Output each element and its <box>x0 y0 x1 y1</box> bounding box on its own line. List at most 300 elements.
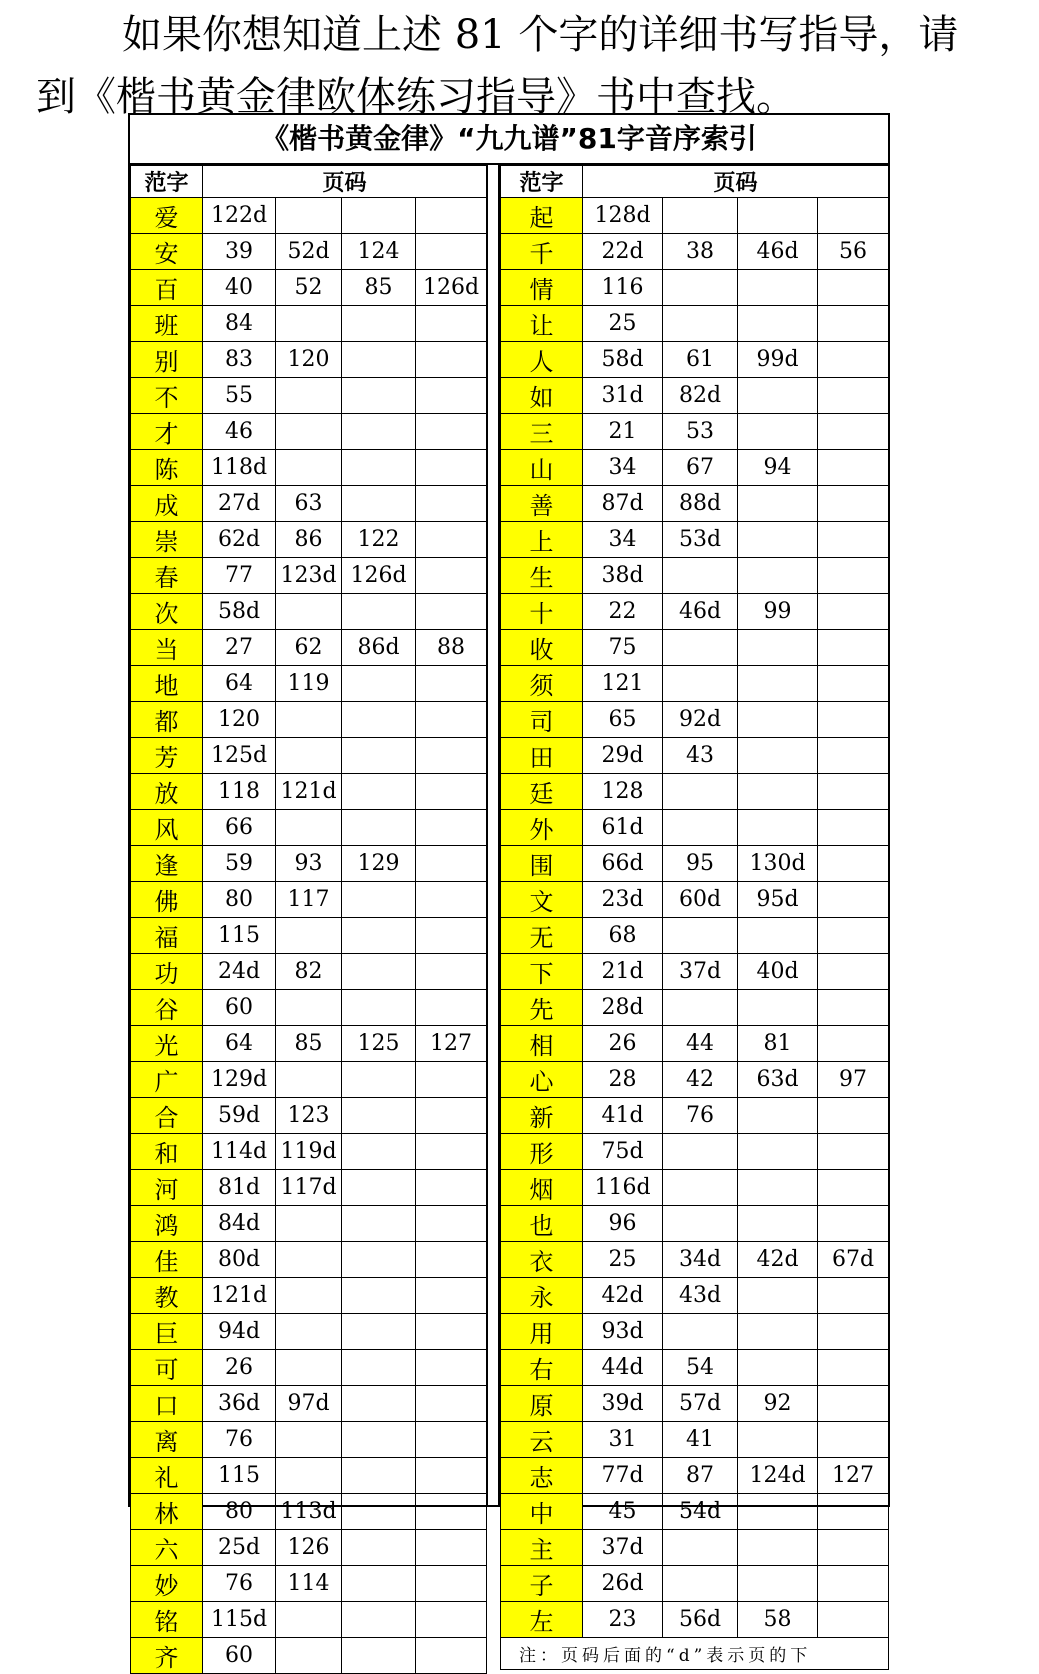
page-cell: 66 <box>203 810 276 846</box>
page-cell <box>416 594 487 630</box>
char-cell: 广 <box>131 1062 203 1098</box>
page-cell <box>738 1098 818 1134</box>
page-cell <box>738 630 818 666</box>
char-cell: 无 <box>501 918 583 954</box>
page-cell <box>818 450 889 486</box>
page-cell: 63d <box>738 1062 818 1098</box>
page-cell <box>416 306 487 342</box>
page-cell <box>663 1206 738 1242</box>
page-cell <box>416 810 487 846</box>
table-row <box>131 1602 487 1638</box>
page-cell: 83 <box>203 342 276 378</box>
char-cell: 不 <box>131 378 203 414</box>
page-cell: 46d <box>738 234 818 270</box>
page-cell: 61 <box>663 342 738 378</box>
page-cell <box>663 810 738 846</box>
page-cell <box>276 414 342 450</box>
table-row <box>131 558 487 594</box>
index-table-right <box>500 165 889 1670</box>
page-cell: 121 <box>583 666 663 702</box>
page-cell: 129 <box>342 846 416 882</box>
char-cell: 福 <box>131 918 203 954</box>
page-cell: 60 <box>203 1638 276 1674</box>
page-cell: 81d <box>203 1170 276 1206</box>
char-cell: 安 <box>131 234 203 270</box>
page-cell <box>416 378 487 414</box>
char-cell: 口 <box>131 1386 203 1422</box>
page-cell <box>738 1206 818 1242</box>
table-row <box>501 270 889 306</box>
page-cell: 27 <box>203 630 276 666</box>
page-cell: 67 <box>663 450 738 486</box>
page-cell: 29d <box>583 738 663 774</box>
page-cell <box>342 1458 416 1494</box>
page-cell <box>276 1242 342 1278</box>
page-cell: 75d <box>583 1134 663 1170</box>
char-cell: 千 <box>501 234 583 270</box>
char-cell: 外 <box>501 810 583 846</box>
char-cell: 让 <box>501 306 583 342</box>
page-cell <box>818 198 889 234</box>
page-cell <box>416 882 487 918</box>
table-row <box>501 414 889 450</box>
table-row <box>131 450 487 486</box>
char-cell: 放 <box>131 774 203 810</box>
char-cell: 鸿 <box>131 1206 203 1242</box>
char-cell: 合 <box>131 1098 203 1134</box>
page-cell: 37d <box>583 1530 663 1566</box>
page-cell: 82 <box>276 954 342 990</box>
table-row <box>501 666 889 702</box>
page-cell <box>738 270 818 306</box>
page-cell: 56d <box>663 1602 738 1638</box>
page-cell <box>818 270 889 306</box>
page-cell: 23 <box>583 1602 663 1638</box>
page-cell <box>818 666 889 702</box>
table-row <box>131 594 487 630</box>
page-cell <box>342 1530 416 1566</box>
page-cell: 87d <box>583 486 663 522</box>
table-row <box>131 738 487 774</box>
page-cell: 86d <box>342 630 416 666</box>
page-cell <box>818 558 889 594</box>
page-cell <box>738 738 818 774</box>
char-cell: 当 <box>131 630 203 666</box>
table-row <box>131 378 487 414</box>
table-row <box>131 810 487 846</box>
char-cell: 齐 <box>131 1638 203 1674</box>
page-cell: 124d <box>738 1458 818 1494</box>
page-cell: 39 <box>203 234 276 270</box>
page-cell: 21d <box>583 954 663 990</box>
page-cell <box>416 1422 487 1458</box>
page-cell: 31 <box>583 1422 663 1458</box>
page-cell: 26d <box>583 1566 663 1602</box>
page-cell: 128d <box>583 198 663 234</box>
table-row <box>501 306 889 342</box>
page-cell: 22d <box>583 234 663 270</box>
page-cell <box>342 414 416 450</box>
char-cell: 须 <box>501 666 583 702</box>
page-cell: 53d <box>663 522 738 558</box>
page-cell: 57d <box>663 1386 738 1422</box>
char-cell: 十 <box>501 594 583 630</box>
page-cell: 119d <box>276 1134 342 1170</box>
page-cell: 77d <box>583 1458 663 1494</box>
intro-line-1: 如果你想知道上述 81 个字的详细书写指导，请 <box>122 12 959 58</box>
char-cell: 林 <box>131 1494 203 1530</box>
page-cell <box>818 306 889 342</box>
page-cell <box>818 1134 889 1170</box>
char-cell: 百 <box>131 270 203 306</box>
page-cell <box>416 450 487 486</box>
char-cell: 人 <box>501 342 583 378</box>
page-cell <box>416 1602 487 1638</box>
page-cell: 130d <box>738 846 818 882</box>
page-cell <box>342 198 416 234</box>
char-cell: 用 <box>501 1314 583 1350</box>
page-cell <box>818 1386 889 1422</box>
char-cell: 中 <box>501 1494 583 1530</box>
page-cell: 42d <box>583 1278 663 1314</box>
page-cell <box>818 810 889 846</box>
page-cell <box>663 918 738 954</box>
page-cell <box>818 1350 889 1386</box>
page-cell <box>663 774 738 810</box>
page-cell <box>342 1422 416 1458</box>
page-cell: 93d <box>583 1314 663 1350</box>
page-cell <box>416 990 487 1026</box>
page-cell: 99d <box>738 342 818 378</box>
page-cell: 68 <box>583 918 663 954</box>
table-row <box>131 1062 487 1098</box>
index-table-frame <box>128 113 890 1672</box>
char-cell: 光 <box>131 1026 203 1062</box>
char-cell: 情 <box>501 270 583 306</box>
page-cell <box>818 1314 889 1350</box>
page-cell: 43d <box>663 1278 738 1314</box>
char-cell: 河 <box>131 1170 203 1206</box>
page-cell: 120 <box>276 342 342 378</box>
page-cell <box>276 810 342 846</box>
page-cell: 64 <box>203 666 276 702</box>
char-cell: 廷 <box>501 774 583 810</box>
table-row <box>131 666 487 702</box>
page-cell <box>818 1602 889 1638</box>
page-cell: 97d <box>276 1386 342 1422</box>
char-cell: 烟 <box>501 1170 583 1206</box>
table-row <box>501 882 889 918</box>
char-cell: 右 <box>501 1350 583 1386</box>
page-cell: 55 <box>203 378 276 414</box>
char-cell: 司 <box>501 702 583 738</box>
char-cell: 礼 <box>131 1458 203 1494</box>
page-cell <box>342 594 416 630</box>
page-cell <box>416 1566 487 1602</box>
char-cell: 谷 <box>131 990 203 1026</box>
page-cell <box>342 1278 416 1314</box>
table-row <box>501 846 889 882</box>
page-cell: 85 <box>342 270 416 306</box>
page-cell: 123 <box>276 1098 342 1134</box>
char-cell: 才 <box>131 414 203 450</box>
table-row <box>501 630 889 666</box>
page-cell: 22 <box>583 594 663 630</box>
page-cell: 121d <box>276 774 342 810</box>
page-cell: 52d <box>276 234 342 270</box>
table-row <box>131 630 487 666</box>
page-cell: 82d <box>663 378 738 414</box>
char-cell: 春 <box>131 558 203 594</box>
page-cell <box>276 1062 342 1098</box>
page-cell: 80d <box>203 1242 276 1278</box>
table-row <box>501 1098 889 1134</box>
page-cell <box>818 342 889 378</box>
table-row <box>501 234 889 270</box>
page-cell <box>276 702 342 738</box>
page-cell: 46 <box>203 414 276 450</box>
page-cell <box>818 1026 889 1062</box>
page-cell <box>342 882 416 918</box>
page-cell <box>663 558 738 594</box>
table-row <box>501 486 889 522</box>
page-cell: 84d <box>203 1206 276 1242</box>
page-cell <box>342 1242 416 1278</box>
page-cell: 25 <box>583 1242 663 1278</box>
page-cell <box>416 954 487 990</box>
page-cell <box>342 666 416 702</box>
page-cell: 28d <box>583 990 663 1026</box>
page-cell <box>738 558 818 594</box>
page-cell <box>416 1494 487 1530</box>
table-row <box>501 594 889 630</box>
page-cell: 41 <box>663 1422 738 1458</box>
page-cell: 92 <box>738 1386 818 1422</box>
page-cell <box>276 1422 342 1458</box>
char-cell: 左 <box>501 1602 583 1638</box>
page-cell <box>342 738 416 774</box>
page-cell <box>818 1566 889 1602</box>
page-cell: 121d <box>203 1278 276 1314</box>
page-cell <box>276 594 342 630</box>
page-cell: 58 <box>738 1602 818 1638</box>
table-row <box>501 1062 889 1098</box>
table-row <box>131 1422 487 1458</box>
page-cell <box>276 1278 342 1314</box>
page-cell: 42d <box>738 1242 818 1278</box>
page-cell <box>342 1350 416 1386</box>
page-cell: 80 <box>203 882 276 918</box>
page-cell: 76 <box>203 1422 276 1458</box>
char-cell: 心 <box>501 1062 583 1098</box>
page-cell: 59 <box>203 846 276 882</box>
char-cell: 志 <box>501 1458 583 1494</box>
page-cell <box>416 1458 487 1494</box>
table-row <box>131 522 487 558</box>
char-cell: 爱 <box>131 198 203 234</box>
table-row <box>501 1530 889 1566</box>
page-cell <box>416 1242 487 1278</box>
table-row <box>131 270 487 306</box>
page-cell <box>738 1494 818 1530</box>
page-cell: 62 <box>276 630 342 666</box>
table-row <box>501 1170 889 1206</box>
page-cell <box>416 918 487 954</box>
page-cell: 84 <box>203 306 276 342</box>
table-row <box>131 846 487 882</box>
table-row <box>131 1206 487 1242</box>
page-cell: 34 <box>583 450 663 486</box>
page-cell <box>663 990 738 1026</box>
char-cell: 文 <box>501 882 583 918</box>
table-row <box>131 198 487 234</box>
page-cell <box>738 414 818 450</box>
page-cell: 120 <box>203 702 276 738</box>
page-cell: 34d <box>663 1242 738 1278</box>
page-cell <box>738 1170 818 1206</box>
table-row <box>501 1242 889 1278</box>
page-cell: 25d <box>203 1530 276 1566</box>
page-cell: 92d <box>663 702 738 738</box>
page-cell <box>416 738 487 774</box>
page-cell: 126 <box>276 1530 342 1566</box>
page-cell: 64 <box>203 1026 276 1062</box>
page-cell <box>276 1314 342 1350</box>
table-row <box>501 450 889 486</box>
page-cell <box>663 1530 738 1566</box>
page-cell: 23d <box>583 882 663 918</box>
page-cell <box>342 990 416 1026</box>
page-cell: 94 <box>738 450 818 486</box>
page-cell: 119 <box>276 666 342 702</box>
page-cell <box>342 342 416 378</box>
page-cell: 75 <box>583 630 663 666</box>
page-cell: 94d <box>203 1314 276 1350</box>
table-row <box>501 1386 889 1422</box>
table-row <box>131 1350 487 1386</box>
page-cell <box>663 1134 738 1170</box>
page-cell <box>276 1638 342 1674</box>
page-cell <box>818 594 889 630</box>
header-row <box>501 166 889 198</box>
page-cell <box>416 846 487 882</box>
header-row <box>131 166 487 198</box>
char-cell: 相 <box>501 1026 583 1062</box>
table-row <box>131 234 487 270</box>
char-cell: 衣 <box>501 1242 583 1278</box>
page-cell: 128 <box>583 774 663 810</box>
page-cell: 46d <box>663 594 738 630</box>
table-row <box>131 1566 487 1602</box>
char-cell: 妙 <box>131 1566 203 1602</box>
page-cell: 67d <box>818 1242 889 1278</box>
page-cell: 115 <box>203 1458 276 1494</box>
table-row <box>131 1494 487 1530</box>
char-cell: 巨 <box>131 1314 203 1350</box>
page-cell <box>416 1278 487 1314</box>
note-row <box>501 1638 889 1670</box>
header-pages: 页码 <box>583 166 889 198</box>
table-row <box>131 1530 487 1566</box>
char-cell: 崇 <box>131 522 203 558</box>
table-row <box>131 1134 487 1170</box>
table-row <box>131 486 487 522</box>
page-cell <box>342 1062 416 1098</box>
table-row <box>131 774 487 810</box>
page-cell <box>738 306 818 342</box>
page-cell: 63 <box>276 486 342 522</box>
page-cell <box>663 270 738 306</box>
page-cell <box>416 234 487 270</box>
char-cell: 离 <box>131 1422 203 1458</box>
page-cell: 95d <box>738 882 818 918</box>
page-cell <box>818 1278 889 1314</box>
page-cell <box>818 1098 889 1134</box>
page-cell: 38 <box>663 234 738 270</box>
page-cell <box>416 342 487 378</box>
page-cell: 54d <box>663 1494 738 1530</box>
char-cell: 逢 <box>131 846 203 882</box>
table-row <box>501 1134 889 1170</box>
page-cell: 53 <box>663 414 738 450</box>
char-cell: 新 <box>501 1098 583 1134</box>
page-cell: 114 <box>276 1566 342 1602</box>
page-cell: 88d <box>663 486 738 522</box>
page-cell <box>738 1134 818 1170</box>
page-cell <box>818 918 889 954</box>
table-row <box>501 522 889 558</box>
page-cell <box>818 702 889 738</box>
page-cell <box>738 666 818 702</box>
page-cell: 62d <box>203 522 276 558</box>
page-cell: 41d <box>583 1098 663 1134</box>
page-cell <box>276 918 342 954</box>
page-cell: 26 <box>583 1026 663 1062</box>
page-cell <box>738 990 818 1026</box>
page-cell <box>738 1566 818 1602</box>
page-cell <box>818 1530 889 1566</box>
page-cell <box>738 522 818 558</box>
char-cell: 别 <box>131 342 203 378</box>
table-row <box>501 342 889 378</box>
char-cell: 生 <box>501 558 583 594</box>
page-cell: 96 <box>583 1206 663 1242</box>
char-cell: 六 <box>131 1530 203 1566</box>
intro-line-2: 到《楷书黄金律欧体练习指导》书中查找。 <box>36 74 796 120</box>
table-row <box>501 1278 889 1314</box>
page-cell: 125d <box>203 738 276 774</box>
page-cell: 77 <box>203 558 276 594</box>
char-cell: 地 <box>131 666 203 702</box>
char-cell: 田 <box>501 738 583 774</box>
page-cell: 114d <box>203 1134 276 1170</box>
page-cell: 36d <box>203 1386 276 1422</box>
page-cell: 37d <box>663 954 738 990</box>
page-cell <box>342 1170 416 1206</box>
page-cell <box>416 1206 487 1242</box>
page-cell <box>342 1386 416 1422</box>
page-cell <box>818 882 889 918</box>
page-cell <box>818 522 889 558</box>
page-cell <box>276 306 342 342</box>
page-cell <box>342 1098 416 1134</box>
char-cell: 先 <box>501 990 583 1026</box>
table-row <box>131 1098 487 1134</box>
table-row <box>131 1458 487 1494</box>
table-row <box>131 414 487 450</box>
page-cell <box>818 1494 889 1530</box>
page-cell <box>416 414 487 450</box>
